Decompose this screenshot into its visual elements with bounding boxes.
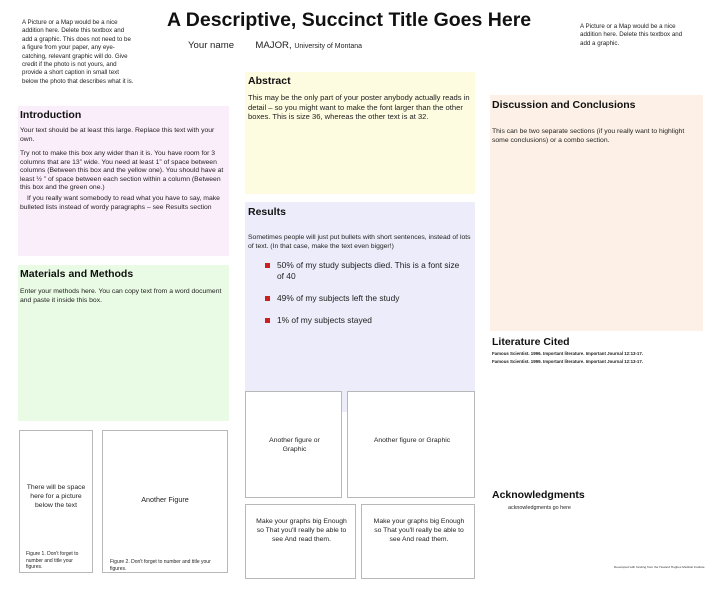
literature-ref: Famous Scientist. 1999. Important literature. Important Journal 12:13-17. — [492, 359, 644, 364]
figure-1-box — [19, 430, 93, 573]
introduction-p3: If you really want somebody to read what you have to say, make bulleted lists instead of wordy paragraphs – see Results section — [20, 195, 220, 211]
poster-title: A Descriptive, Succinct Title Goes Here — [167, 9, 532, 31]
funding-note: Developed with funding from the Howard Hughes Medical Institute — [614, 565, 705, 569]
results-section — [245, 202, 475, 412]
figure-2-placeholder: Another Figure — [141, 495, 189, 504]
discussion-text: This can be two separate sections (if you really want to highlight some conclusions) or a combo section. — [492, 128, 685, 144]
figure-4-placeholder: Another figure or Graphic — [373, 437, 451, 444]
literature-heading: Literature Cited — [492, 336, 570, 348]
figure-6-box — [361, 504, 475, 579]
figure-1-placeholder: There will be space here for a picture below the text — [26, 484, 86, 509]
results-bullet — [265, 260, 465, 281]
figure-3-box — [245, 391, 342, 498]
methods-section — [18, 265, 229, 421]
figure-5-placeholder: Make your graphs big Enough so That you'll really be able to see And read them. — [256, 518, 347, 543]
results-heading: Results — [248, 206, 286, 218]
abstract-text: This may be the only part of your poster anybody actually reads in detail – so you might want to make the font larger than the other boxes. This is size 36, whereas the other text is at 32. — [248, 93, 470, 122]
discussion-heading: Discussion and Conclusions — [492, 99, 636, 111]
introduction-p1: Your text should be at least this large. Replace this text with your own. — [20, 127, 215, 143]
figure-2-caption: Figure 2. Don't forget to number and title your figures. — [110, 559, 211, 572]
abstract-heading: Abstract — [248, 75, 291, 87]
author-line — [188, 40, 362, 51]
methods-heading: Materials and Methods — [20, 268, 134, 280]
results-bullet — [265, 293, 465, 304]
author-major: MAJOR, — [255, 40, 292, 51]
picture-right-textbox: A Picture or a Map would be a nice addition here. Delete this textbox and add a graphic. — [580, 23, 683, 47]
picture-left-textbox: A Picture or a Map would be a nice addition here. Delete this textbox and add a graphic. This does not need to be a figure from your paper, any eye-catching, relevant graphic will do. Give credit if the photo is not yours, and provide a short caption in small text below the photo that describes what it is. — [22, 19, 134, 85]
results-bullet-text: 1% of my subjects stayed — [277, 315, 372, 325]
figure-4-box — [347, 391, 475, 498]
author-university: University of Montana — [294, 43, 363, 50]
author-name: Your name — [188, 40, 235, 51]
abstract-section — [245, 72, 475, 194]
literature-ref: Famous Scientist. 1996. Important literature. Important Journal 12:13-17. — [492, 351, 644, 356]
results-bullet-text: 50% of my study subjects died. This is a font size of 40 — [277, 260, 460, 281]
figure-3-placeholder: Another figure or Graphic — [269, 437, 320, 453]
introduction-heading: Introduction — [20, 109, 82, 121]
bullet-square-icon — [265, 296, 270, 301]
figure-1-caption: Figure 1. Don't forget to number and title your figures. — [26, 551, 79, 571]
bullet-square-icon — [265, 263, 270, 268]
figure-5-box — [245, 504, 356, 579]
acknowledgments-text: acknowledgments go here — [508, 505, 571, 511]
acknowledgments-heading: Acknowledgments — [492, 489, 585, 501]
results-bullet-text: 49% of my subjects left the study — [277, 293, 400, 303]
results-bullet — [265, 315, 465, 326]
discussion-section — [490, 95, 703, 331]
figure-2-box — [102, 430, 228, 573]
introduction-section — [18, 106, 229, 256]
results-intro: Sometimes people will just put bullets with short sentences, instead of lots of text. (In that case, make the text even bigger!) — [248, 234, 471, 250]
introduction-p2: Try not to make this box any wider than it is. You have room for 3 columns that are 13” wide. You need at least 1” of space between columns (Between this box and the yellow one). You should have at least ½ ” of space between each section within a column (Between this box and the green one.) — [20, 150, 224, 192]
methods-text: Enter your methods here. You can copy text from a word document and paste it inside this box. — [20, 288, 222, 304]
figure-6-placeholder: Make your graphs big Enough so That you'll really be able to see And read them. — [373, 518, 465, 543]
bullet-square-icon — [265, 318, 270, 323]
